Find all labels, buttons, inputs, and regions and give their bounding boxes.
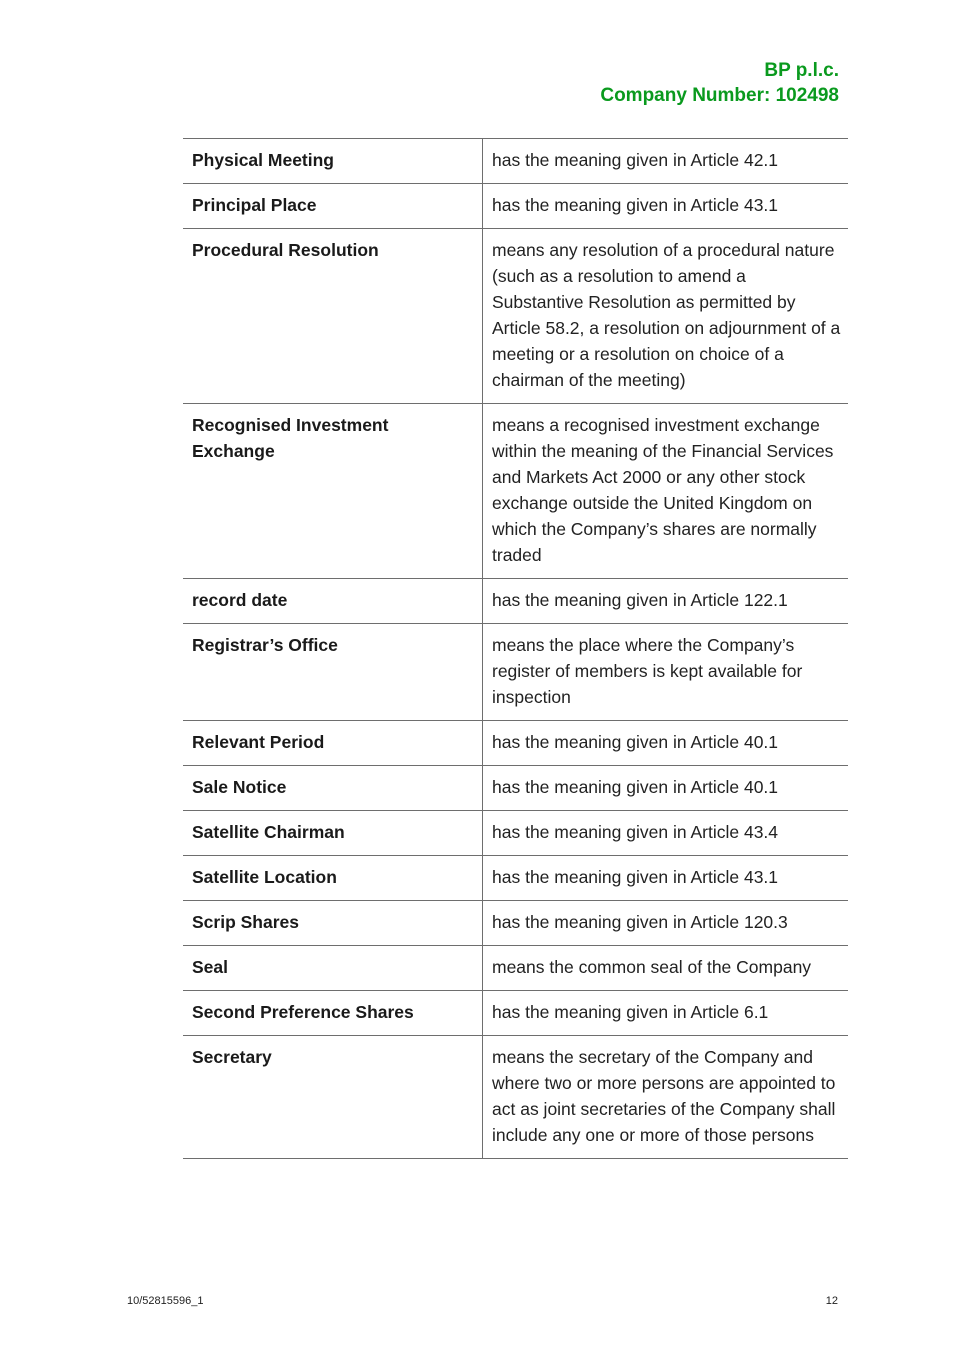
definition-meaning: has the meaning given in Article 6.1	[483, 991, 849, 1036]
definition-term: Seal	[183, 946, 483, 991]
definition-term: Principal Place	[183, 184, 483, 229]
table-row	[183, 579, 848, 624]
document-reference: 10/52815596_1	[127, 1295, 204, 1307]
table-row	[183, 229, 848, 404]
table-row	[183, 1036, 848, 1159]
definition-meaning: has the meaning given in Article 120.3	[483, 901, 849, 946]
definition-meaning: means the place where the Company’s register of members is kept available for inspection	[483, 624, 849, 721]
table-row	[183, 901, 848, 946]
definition-meaning: has the meaning given in Article 43.1	[483, 856, 849, 901]
table-row	[183, 811, 848, 856]
table-row	[183, 624, 848, 721]
definition-term: Recognised Investment Exchange	[183, 404, 483, 579]
table-row	[183, 856, 848, 901]
definition-meaning: has the meaning given in Article 43.1	[483, 184, 849, 229]
definition-meaning: means a recognised investment exchange within the meaning of the Financial Services and Markets Act 2000 or any other stock exchange outside the United Kingdom on which the Company’s shares are normally traded	[483, 404, 849, 579]
definition-term: Registrar’s Office	[183, 624, 483, 721]
definition-meaning: has the meaning given in Article 42.1	[483, 139, 849, 184]
definition-meaning: means the common seal of the Company	[483, 946, 849, 991]
table-row	[183, 404, 848, 579]
page-number: 12	[825, 1295, 838, 1307]
table-row	[183, 946, 848, 991]
definition-term: record date	[183, 579, 483, 624]
company-name: BP p.l.c.	[764, 60, 839, 81]
definition-meaning: has the meaning given in Article 122.1	[483, 579, 849, 624]
definition-meaning: means any resolution of a procedural nature (such as a resolution to amend a Substantive Resolution as permitted by Article 58.2, a resolution on adjournment of a meeting or a resolution on choice of a chairman of the meeting)	[483, 229, 849, 404]
definition-term: Secretary	[183, 1036, 483, 1159]
definition-meaning: has the meaning given in Article 40.1	[483, 766, 849, 811]
table-row	[183, 721, 848, 766]
table-row	[183, 991, 848, 1036]
definition-meaning: has the meaning given in Article 43.4	[483, 811, 849, 856]
definition-term: Satellite Location	[183, 856, 483, 901]
definition-term: Sale Notice	[183, 766, 483, 811]
definition-term: Physical Meeting	[183, 139, 483, 184]
definition-meaning: has the meaning given in Article 40.1	[483, 721, 849, 766]
definition-term: Relevant Period	[183, 721, 483, 766]
definition-term: Satellite Chairman	[183, 811, 483, 856]
definition-term: Scrip Shares	[183, 901, 483, 946]
company-number: Company Number: 102498	[600, 85, 839, 106]
definition-term: Second Preference Shares	[183, 991, 483, 1036]
definition-term: Procedural Resolution	[183, 229, 483, 404]
document-header	[600, 58, 839, 108]
definitions-table	[183, 138, 848, 1159]
table-row	[183, 766, 848, 811]
table-row	[183, 184, 848, 229]
table-row	[183, 139, 848, 184]
definition-meaning: means the secretary of the Company and where two or more persons are appointed to act as joint secretaries of the Company shall include any one or more of those persons	[483, 1036, 849, 1159]
